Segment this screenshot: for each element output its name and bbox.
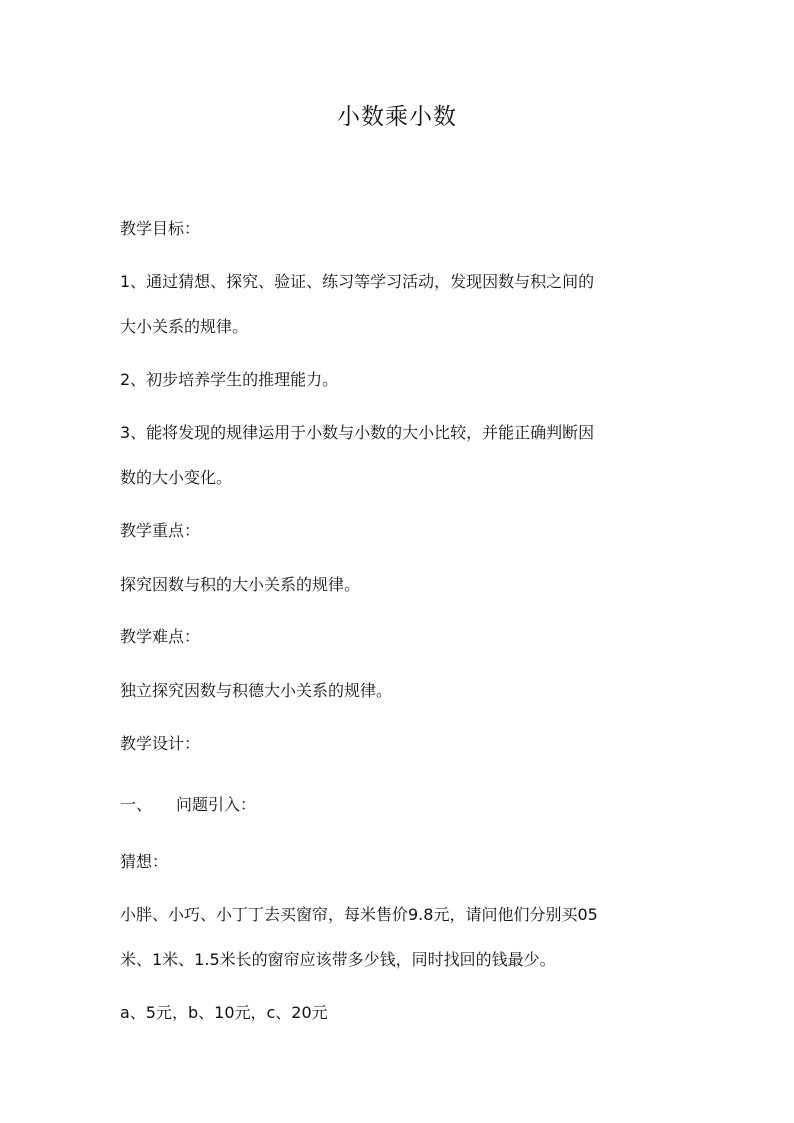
objective-1-line-2: 大小关系的规律。 [120, 317, 249, 336]
design-heading: 教学设计： [120, 734, 201, 753]
objective-3-line-2: 数的大小变化。 [120, 468, 233, 487]
key-point-heading: 教学重点： [120, 521, 201, 540]
objective-2: 2、初步培养学生的推理能力。 [120, 370, 339, 389]
difficulty-heading: 教学难点： [120, 627, 201, 646]
objective-3-line-1: 3、能将发现的规律运用于小数与小数的大小比较，并能正确判断因 [120, 423, 595, 442]
section-one-heading [120, 793, 256, 817]
objectives-heading: 教学目标： [120, 219, 201, 238]
answer-options: a、5元，b、10元，c、20元 [120, 1003, 328, 1022]
section-one-label: 问题引入： [176, 795, 257, 814]
problem-line-2: 米、1米、1.5米长的窗帘应该带多少钱，同时找回的钱最少。 [120, 950, 556, 969]
key-point-text: 探究因数与积的大小关系的规律。 [120, 575, 361, 594]
difficulty-text: 独立探究因数与积德大小关系的规律。 [120, 681, 393, 700]
document-title: 小数乘小数 [337, 104, 457, 130]
section-one-number: 一、 [120, 795, 153, 814]
objective-1-line-1: 1、通过猜想、探究、验证、练习等学习活动，发现因数与积之间的 [120, 272, 595, 291]
guess-heading: 猜想： [120, 852, 169, 871]
problem-line-1: 小胖、小巧、小丁丁去买窗帘，每米售价9.8元，请问他们分别买05 [120, 905, 598, 924]
